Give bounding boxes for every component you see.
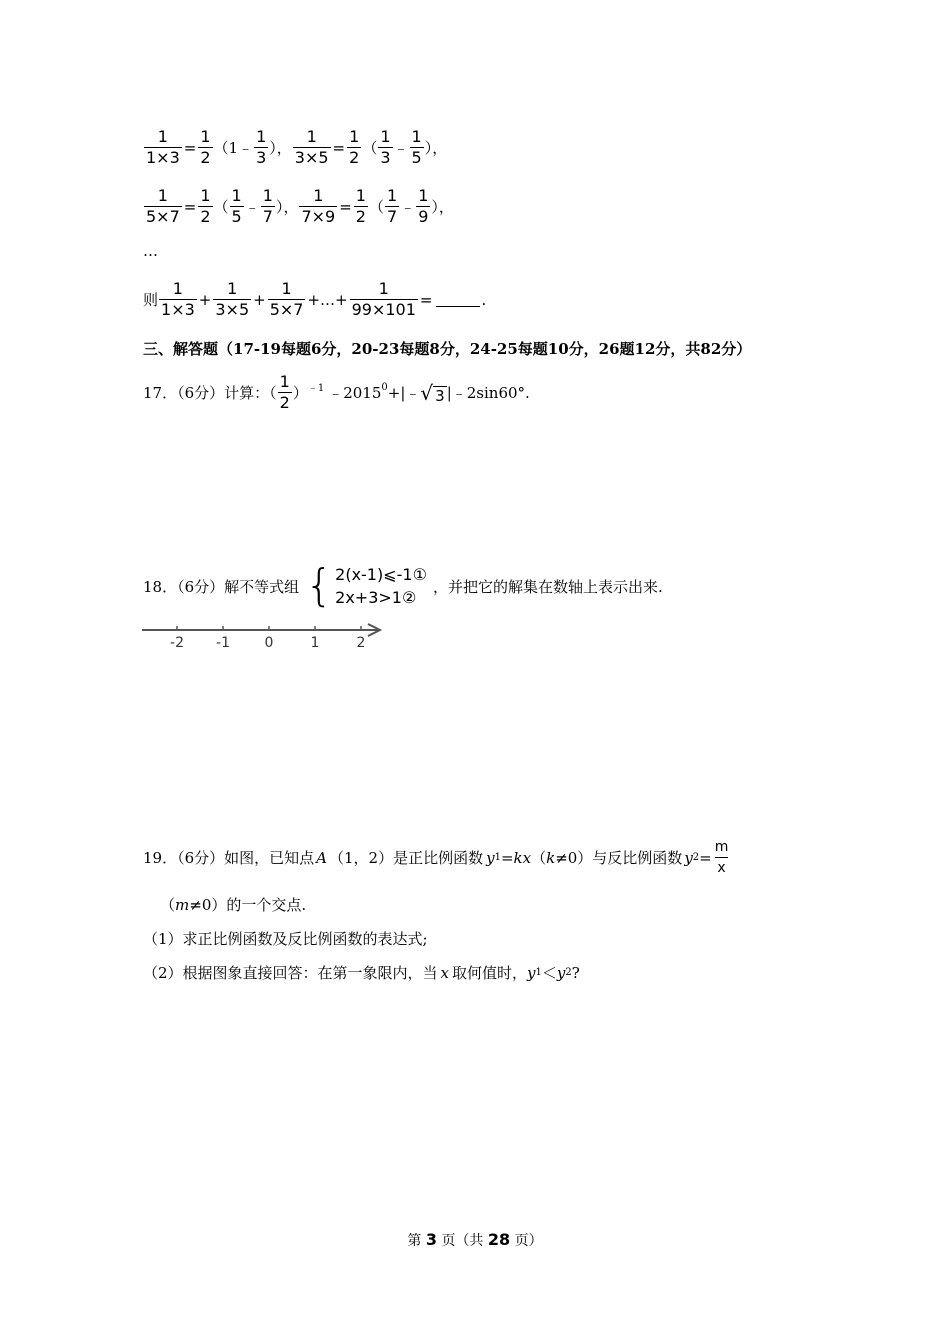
question-18: 18．（6分）解不等式组 { 2(x-1)⩽-1① 2x+3>1② ，并把它的解集在数轴上表示出来. [143, 560, 663, 611]
fraction: $\frac{1}{3\times 5}$ [215, 279, 250, 319]
answer-blank[interactable] [436, 292, 480, 307]
fraction: $\frac{1}{2}$ [355, 186, 366, 226]
square-root: √ 3 [420, 380, 445, 405]
fraction: $\frac{1}{5\times 7}$ [146, 186, 180, 226]
fraction: $\frac{1}{99\times 101}$ [351, 279, 416, 319]
fraction: $\frac{1}{5\times 7}$ [269, 279, 304, 319]
fraction: $\frac{1}{5}$ [411, 127, 422, 167]
axis-tick-label: 1 [310, 635, 320, 651]
total-pages: 28 [487, 1230, 511, 1249]
fraction: $\frac{1}{9}$ [418, 186, 429, 226]
fraction: $\frac{1}{1\times 3}$ [161, 279, 195, 319]
axis-tick-label: -2 [170, 635, 184, 651]
fraction: $\frac{1}{2}$ [349, 127, 360, 167]
fraction: $\frac{1}{3}$ [380, 127, 391, 167]
fraction: $\frac{1}{7}$ [387, 186, 398, 226]
fraction: $\frac{1}{7\times 9}$ [301, 186, 336, 226]
inequality-system: { 2(x-1)⩽-1① 2x+3>1② [305, 560, 427, 611]
question-17: 17．（6分）计算：（ $\frac{1}{2}$ ） ﹣1 ﹣2015 0 +|﹣ √ 3 |﹣2sin60°. [143, 372, 530, 412]
section-title: 三、解答题（17-19每题6分，20-23每题8分，24-25每题10分，26题12分，共82分） [143, 340, 752, 358]
number-line [140, 618, 390, 652]
fraction: $\frac{1}{3}$ [256, 127, 267, 167]
sum-question: 则 $\frac{1}{1\times 3}$ + $\frac{1}{3\times 5}$ + $\frac{1}{5\times 7}$ +…+ $\frac{1}{99\times 101}$ = . [143, 279, 487, 319]
page-footer: 第 3 页（共 28 页） [407, 1230, 543, 1249]
axis-tick-label: -1 [216, 635, 230, 651]
question-19: 19．（6分）如图，已知点 A （1，2）是正比例函数 y 1 = kx （ k ≠0）与反比例函数 y 2 = $\frac{m}{x}$ [143, 839, 729, 876]
pattern-row-1: $\frac{1}{1\times 3}$ = $\frac{1}{2}$ （1﹣ $\frac{1}{3}$ ）， $\frac{1}{3\times 5}$ = $\frac{1}{2}$ （ $\frac{1}{3}$ ﹣ $\frac{1}{5}$ ）， [146, 127, 448, 167]
pattern-row-2: $\frac{1}{5\times 7}$ = $\frac{1}{2}$ （ $\frac{1}{5}$ ﹣ $\frac{1}{7}$ ）， $\frac{1}{7\times 9}$ = $\frac{1}{2}$ （ $\frac{1}{7}$ ﹣ $\frac{1}{9}$ ）， [146, 186, 454, 226]
question-19-part-1: （1）求正比例函数及反比例函数的表达式; [143, 930, 428, 948]
fraction: $\frac{1}{2}$ [200, 186, 211, 226]
axis-tick-label: 2 [356, 635, 366, 651]
axis-tick-label: 0 [264, 635, 274, 651]
fraction-m-over-x: $\frac{m}{x}$ [714, 839, 729, 876]
ellipsis: … [143, 242, 158, 260]
question-19-part-2: （2）根据图象直接回答：在第一象限内，当 x 取何值时， y 1 ＜ y 2 ? [143, 963, 580, 982]
page-number: 3 [425, 1230, 437, 1249]
fraction: $\frac{1}{2}$ [200, 127, 211, 167]
fraction: $\frac{1}{1\times 3}$ [146, 127, 180, 167]
question-19-line-2: （ m ≠0）的一个交点. [160, 895, 307, 914]
fraction: $\frac{1}{7}$ [262, 186, 273, 226]
fraction: $\frac{1}{5}$ [231, 186, 242, 226]
fraction: $\frac{1}{3\times 5}$ [294, 127, 329, 167]
fraction: $\frac{1}{2}$ [279, 372, 290, 412]
